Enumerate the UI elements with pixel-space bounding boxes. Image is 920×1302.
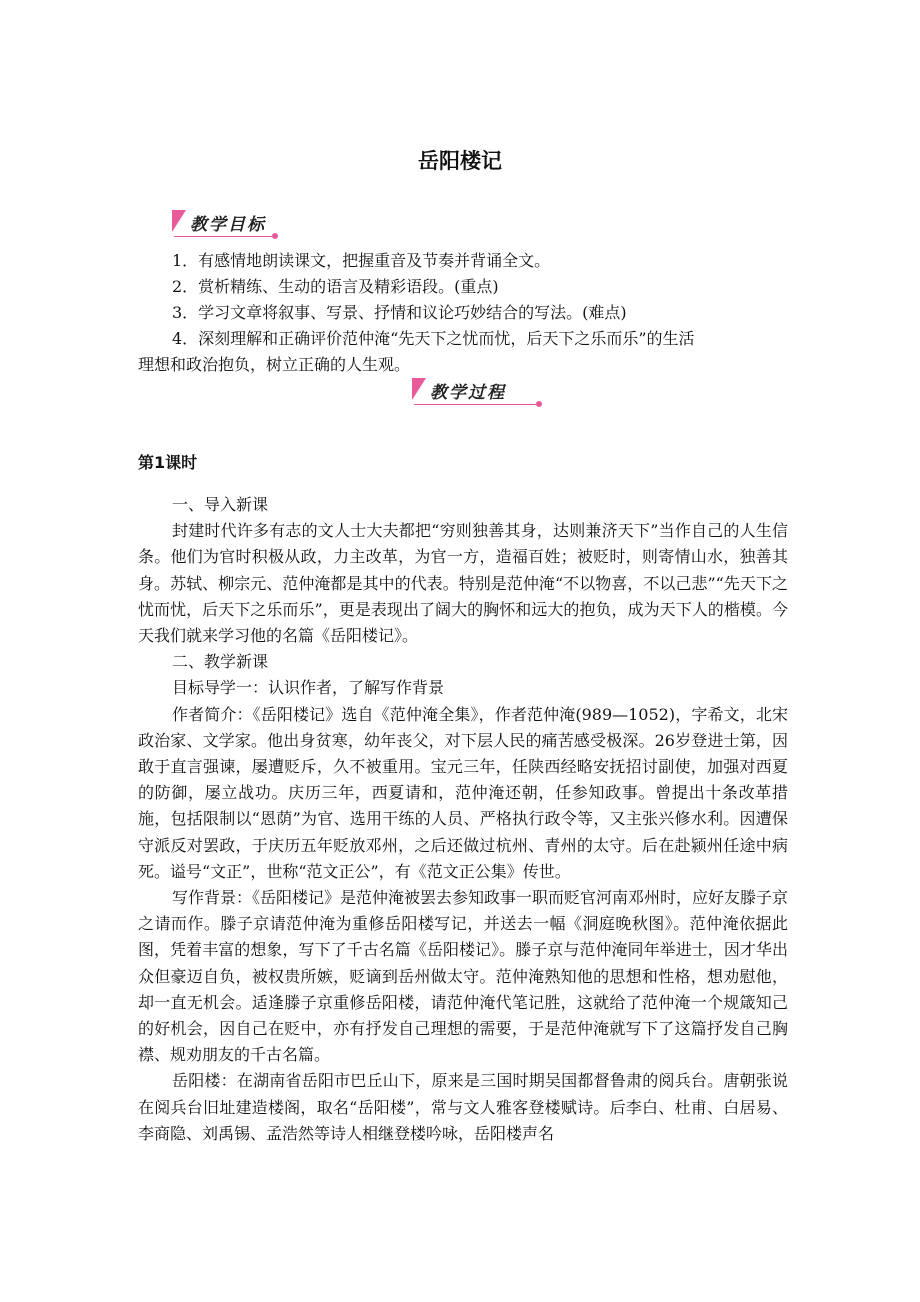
- paragraph: 作者简介：《岳阳楼记》选自《范仲淹全集》，作者范仲淹(989—1052)，字希文，北宋政治家、文学家。他出身贫寒，幼年丧父，对下层人民的痛苦感受极深。26岁登进士第，因敢于直言强谏，屡遭贬斥，久不被重用。宝元三年，任陕西经略安抚招讨副使，加强对西夏的防御，屡立战功。庆历三年，西夏请和，范仲淹还朝，任参知政事。曾提出十条改革措施，包括限制以“恩荫”为官、选用干练的人员、严格执行政令等，又主张兴修水利。因遭保守派反对罢政，于庆历五年贬放邓州，之后还做过杭州、青州的太守。后在赴颍州任途中病死。谥号“文正”，世称“范文正公”，有《范文正公集》传世。: [138, 704, 788, 881]
- paragraph: 一、导入新课: [172, 495, 269, 514]
- paragraph: 二、教学新课: [172, 652, 269, 672]
- objective-item: 2．赏析精练、生动的语言及精彩语段。(重点): [172, 277, 499, 296]
- banner-underline: [414, 404, 538, 405]
- banner-triangle-icon: [172, 210, 186, 232]
- paragraph: 写作背景：《岳阳楼记》是范仲淹被罢去参知政事一职而贬官河南邓州时，应好友滕子京之请而作。滕子京请范仲淹为重修岳阳楼写记，并送去一幅《洞庭晚秋图》。范仲淹依据此图，凭着丰富的想象，写下了千古名篇《岳阳楼记》。滕子京与范仲淹同年举进士，因才华出众但豪迈自负，被权贵所嫉，贬谪到岳州做太守。范仲淹熟知他的思想和性格，想劝慰他，却一直无机会。适逢滕子京重修岳阳楼，请范仲淹代笔记胜，这就给了范仲淹一个规箴知己的好机会，因自己在贬中，亦有抒发自己理想的需要，于是范仲淹就写下了这篇抒发自己胸襟、规劝朋友的千古名篇。: [138, 888, 789, 1065]
- paragraph: 目标导学一：认识作者，了解写作背景: [172, 678, 445, 698]
- objectives-banner: [172, 210, 282, 240]
- objective-item: 4．深刻理解和正确评价范仲淹“先天下之忧而忧，后天下之乐而乐”的生活: [172, 329, 695, 348]
- lesson-title: 第1课时: [138, 453, 198, 472]
- banner-dot-icon: [536, 401, 542, 407]
- process-heading: 教学过程: [430, 383, 506, 403]
- objective-item: 1．有感情地朗读课文，把握重音及节奏并背诵全文。: [172, 251, 551, 270]
- lesson-body: [138, 492, 788, 1147]
- page-title: 岳阳楼记: [418, 149, 502, 173]
- banner-dot-icon: [272, 233, 278, 239]
- objectives-heading: 教学目标: [190, 215, 266, 235]
- paragraph: 封建时代许多有志的文人士大夫都把“穷则独善其身，达则兼济天下”当作自己的人生信条。他们为官时积极从政，力主改革，为官一方，造福百姓；被贬时，则寄情山水，独善其身。苏轼、柳宗元、范仲淹都是其中的代表。特别是范仲淹“不以物喜，不以己悲”“先天下之忧而忧，后天下之乐而乐”，更是表现出了阔大的胸怀和远大的抱负，成为天下人的楷模。今天我们就来学习他的名篇《岳阳楼记》。: [138, 521, 788, 646]
- banner-underline: [174, 236, 274, 237]
- objective-item: 理想和政治抱负，树立正确的人生观。: [138, 355, 411, 374]
- process-banner: [412, 378, 547, 408]
- objective-item: 3．学习文章将叙事、写景、抒情和议论巧妙结合的写法。(难点): [172, 303, 627, 322]
- banner-triangle-icon: [412, 378, 426, 400]
- paragraph: 岳阳楼：在湖南省岳阳市巴丘山下，原来是三国时期吴国都督鲁肃的阅兵台。唐朝张说在阅兵台旧址建造楼阁，取名“岳阳楼”，常与文人雅客登楼赋诗。后李白、杜甫、白居易、李商隐、刘禹锡、孟浩然等诗人相继登楼吟咏，岳阳楼声名: [138, 1071, 788, 1143]
